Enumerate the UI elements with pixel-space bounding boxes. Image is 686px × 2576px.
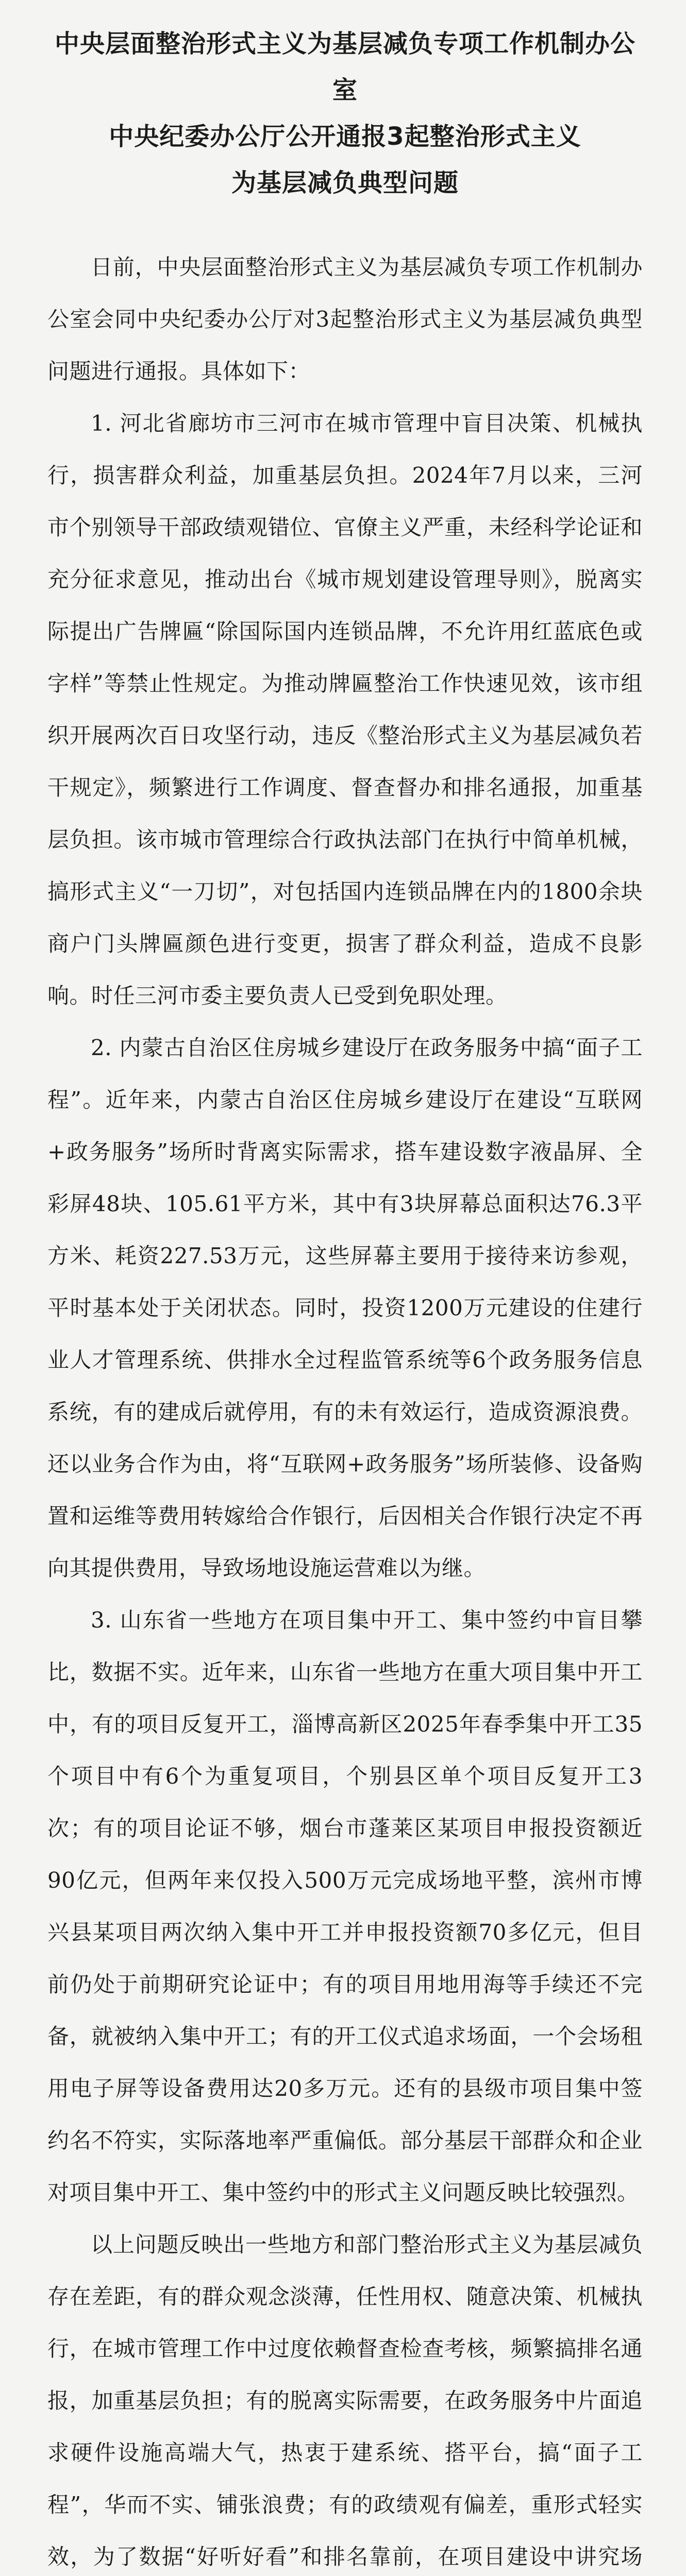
document-heading <box>47 21 643 206</box>
case-1-paragraph: 1. 河北省廊坊市三河市在城市管理中盲目决策、机械执行，损害群众利益，加重基层负担。2024年7月以来，三河市个别领导干部政绩观错位、官僚主义严重，未经科学论证和充分征求意见，推动出台《城市规划建设管理导则》，脱离实际提出广告牌匾“除国际国内连锁品牌，不允许用红蓝底色或字样”等禁止性规定。为推动牌匾整治工作快速见效，该市组织开展两次百日攻坚行动，违反《整治形式主义为基层减负若干规定》，频繁进行工作调度、督查督办和排名通报，加重基层负担。该市城市管理综合行政执法部门在执行中简单机械，搞形式主义“一刀切”，对包括国内连锁品牌在内的1800余块商户门头牌匾颜色进行变更，损害了群众利益，造成不良影响。时任三河市委主要负责人已受到免职处理。 <box>47 411 643 1008</box>
case-2-paragraph: 2. 内蒙古自治区住房城乡建设厅在政务服务中搞“面子工程”。近年来，内蒙古自治区住房城乡建设厅在建设“互联网+政务服务”场所时背离实际需求，搭车建设数字液晶屏、全彩屏48块、105.61平方米，其中有3块屏幕总面积达76.3平方米、耗资227.53万元，这些屏幕主要用于接待来访参观，平时基本处于关闭状态。同时，投资1200万元建设的住建行业人才管理系统、供排水全过程监管系统等6个政务服务信息系统，有的建成后就停用，有的未有效运行，造成资源浪费。还以业务合作为由，将“互联网+政务服务”场所装修、设备购置和运维等费用转嫁给合作银行，后因相关合作银行决定不再向其提供费用，导致场地设施运营难以为继。 <box>47 1035 643 1581</box>
heading-line-1: 中央层面整治形式主义为基层减负专项工作机制办公室 <box>54 29 635 105</box>
heading-line-3: 为基层减负典型问题 <box>231 168 459 197</box>
heading-line-2: 中央纪委办公厅公开通报3起整治形式主义 <box>109 122 581 151</box>
case-3-paragraph: 3. 山东省一些地方在项目集中开工、集中签约中盲目攀比，数据不实。近年来，山东省一些地方在重大项目集中开工中，有的项目反复开工，淄博高新区2025年春季集中开工35个项目中有6个为重复项目，个别县区单个项目反复开工3次；有的项目论证不够，烟台市蓬莱区某项目申报投资额近90亿元，但两年来仅投入500万元完成场地平整，滨州市博兴县某项目两次纳入集中开工并申报投资额70多亿元，但目前仍处于前期研究论证中；有的项目用地用海等手续还不完备，就被纳入集中开工；有的开工仪式追求场面，一个会场租用电子屏等设备费用达20多万元。还有的县级市项目集中签约名不符实，实际落地率严重偏低。部分基层干部群众和企业对项目集中开工、集中签约中的形式主义问题反映比较强烈。 <box>47 1607 643 2205</box>
analysis-paragraph: 以上问题反映出一些地方和部门整治形式主义为基层减负存在差距，有的群众观念淡薄，任性用权、随意决策、机械执行，在城市管理工作中过度依赖督查检查考核，频繁搞排名通报，加重基层负担；有的脱离实际需要，在政务服务中片面追求硬件设施高端大气，热衷于建系统、搭平台，搞“面子工程”，华而不实、铺张浪费；有的政绩观有偏差，重形式轻实效，为了数据“好听好看”和排名靠前，在项目建设中讲究场 <box>47 2232 643 2569</box>
intro-paragraph: 日前，中央层面整治形式主义为基层减负专项工作机制办公室会同中央纪委办公厅对3起整治形式主义为基层减负典型问题进行通报。具体如下： <box>47 255 643 384</box>
document-body <box>47 241 643 2576</box>
